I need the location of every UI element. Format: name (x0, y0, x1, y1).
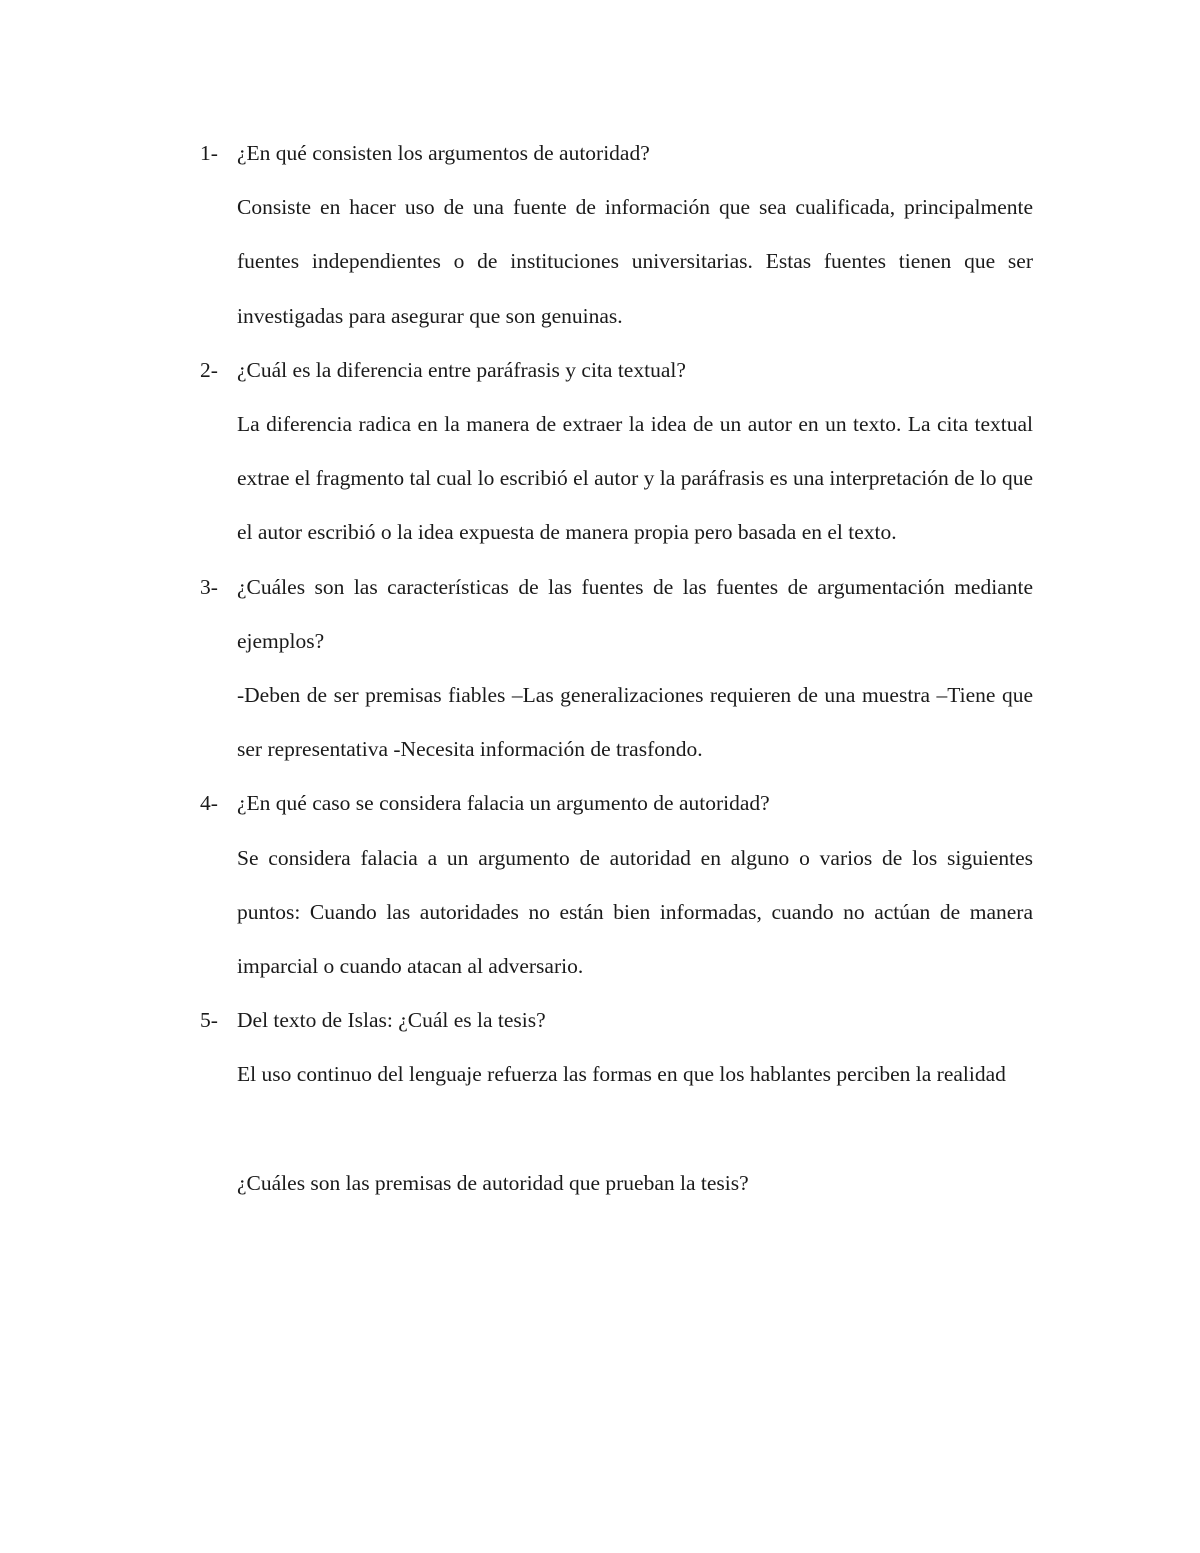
question-number: 4- (200, 791, 218, 816)
question-text: Del texto de Islas: ¿Cuál es la tesis? (237, 1008, 546, 1033)
question-item-2 (200, 343, 1033, 560)
question-item-1 (200, 126, 1033, 343)
question-number: 5- (200, 1008, 218, 1033)
answer-text: La diferencia radica en la manera de extraer la idea de un autor en un texto. La cita textual extrae el fragmento tal cual lo escribió el autor y la paráfrasis es una interpretación de lo que el autor escribió o la idea expuesta de manera propia pero basada en el texto. (237, 412, 1033, 545)
question-number: 3- (200, 574, 218, 599)
question-text: ¿En qué consisten los argumentos de autoridad? (237, 141, 650, 165)
question-item-4 (200, 776, 1033, 993)
answer-text: Se considera falacia a un argumento de autoridad en alguno o varios de los siguientes puntos: Cuando las autoridades no están bien informadas, cuando no actúan de manera imparcial o cuando atacan al adversario. (237, 845, 1033, 979)
question-text: ¿En qué caso se considera falacia un argumento de autoridad? (237, 791, 770, 816)
document-body (200, 126, 1033, 1210)
question-text: ¿Cuál es la diferencia entre paráfrasis y cita textual? (237, 357, 686, 382)
answer-text: El uso continuo del lenguaje refuerza las formas en que los hablantes perciben la realidad (237, 1062, 1006, 1087)
question-item-3 (200, 560, 1033, 777)
answer-text: -Deben de ser premisas fiables –Las generalizaciones requieren de una muestra –Tiene que ser representativa -Necesita información de trasfondo. (237, 683, 1033, 762)
question-number: 2- (200, 357, 218, 382)
blank-line (237, 1102, 1033, 1156)
question-item-5 (200, 993, 1033, 1101)
question-number: 1- (200, 141, 218, 165)
followup-question: ¿Cuáles son las premisas de autoridad que prueban la tesis? (237, 1170, 749, 1195)
question-text: ¿Cuáles son las características de las fuentes de las fuentes de argumentación mediante ejemplos? (237, 574, 1033, 653)
answer-text: Consiste en hacer uso de una fuente de información que sea cualificada, principalmente fuentes independientes o de instituciones universitarias. Estas fuentes tienen que ser investigadas para asegurar que son genuinas. (237, 195, 1033, 328)
